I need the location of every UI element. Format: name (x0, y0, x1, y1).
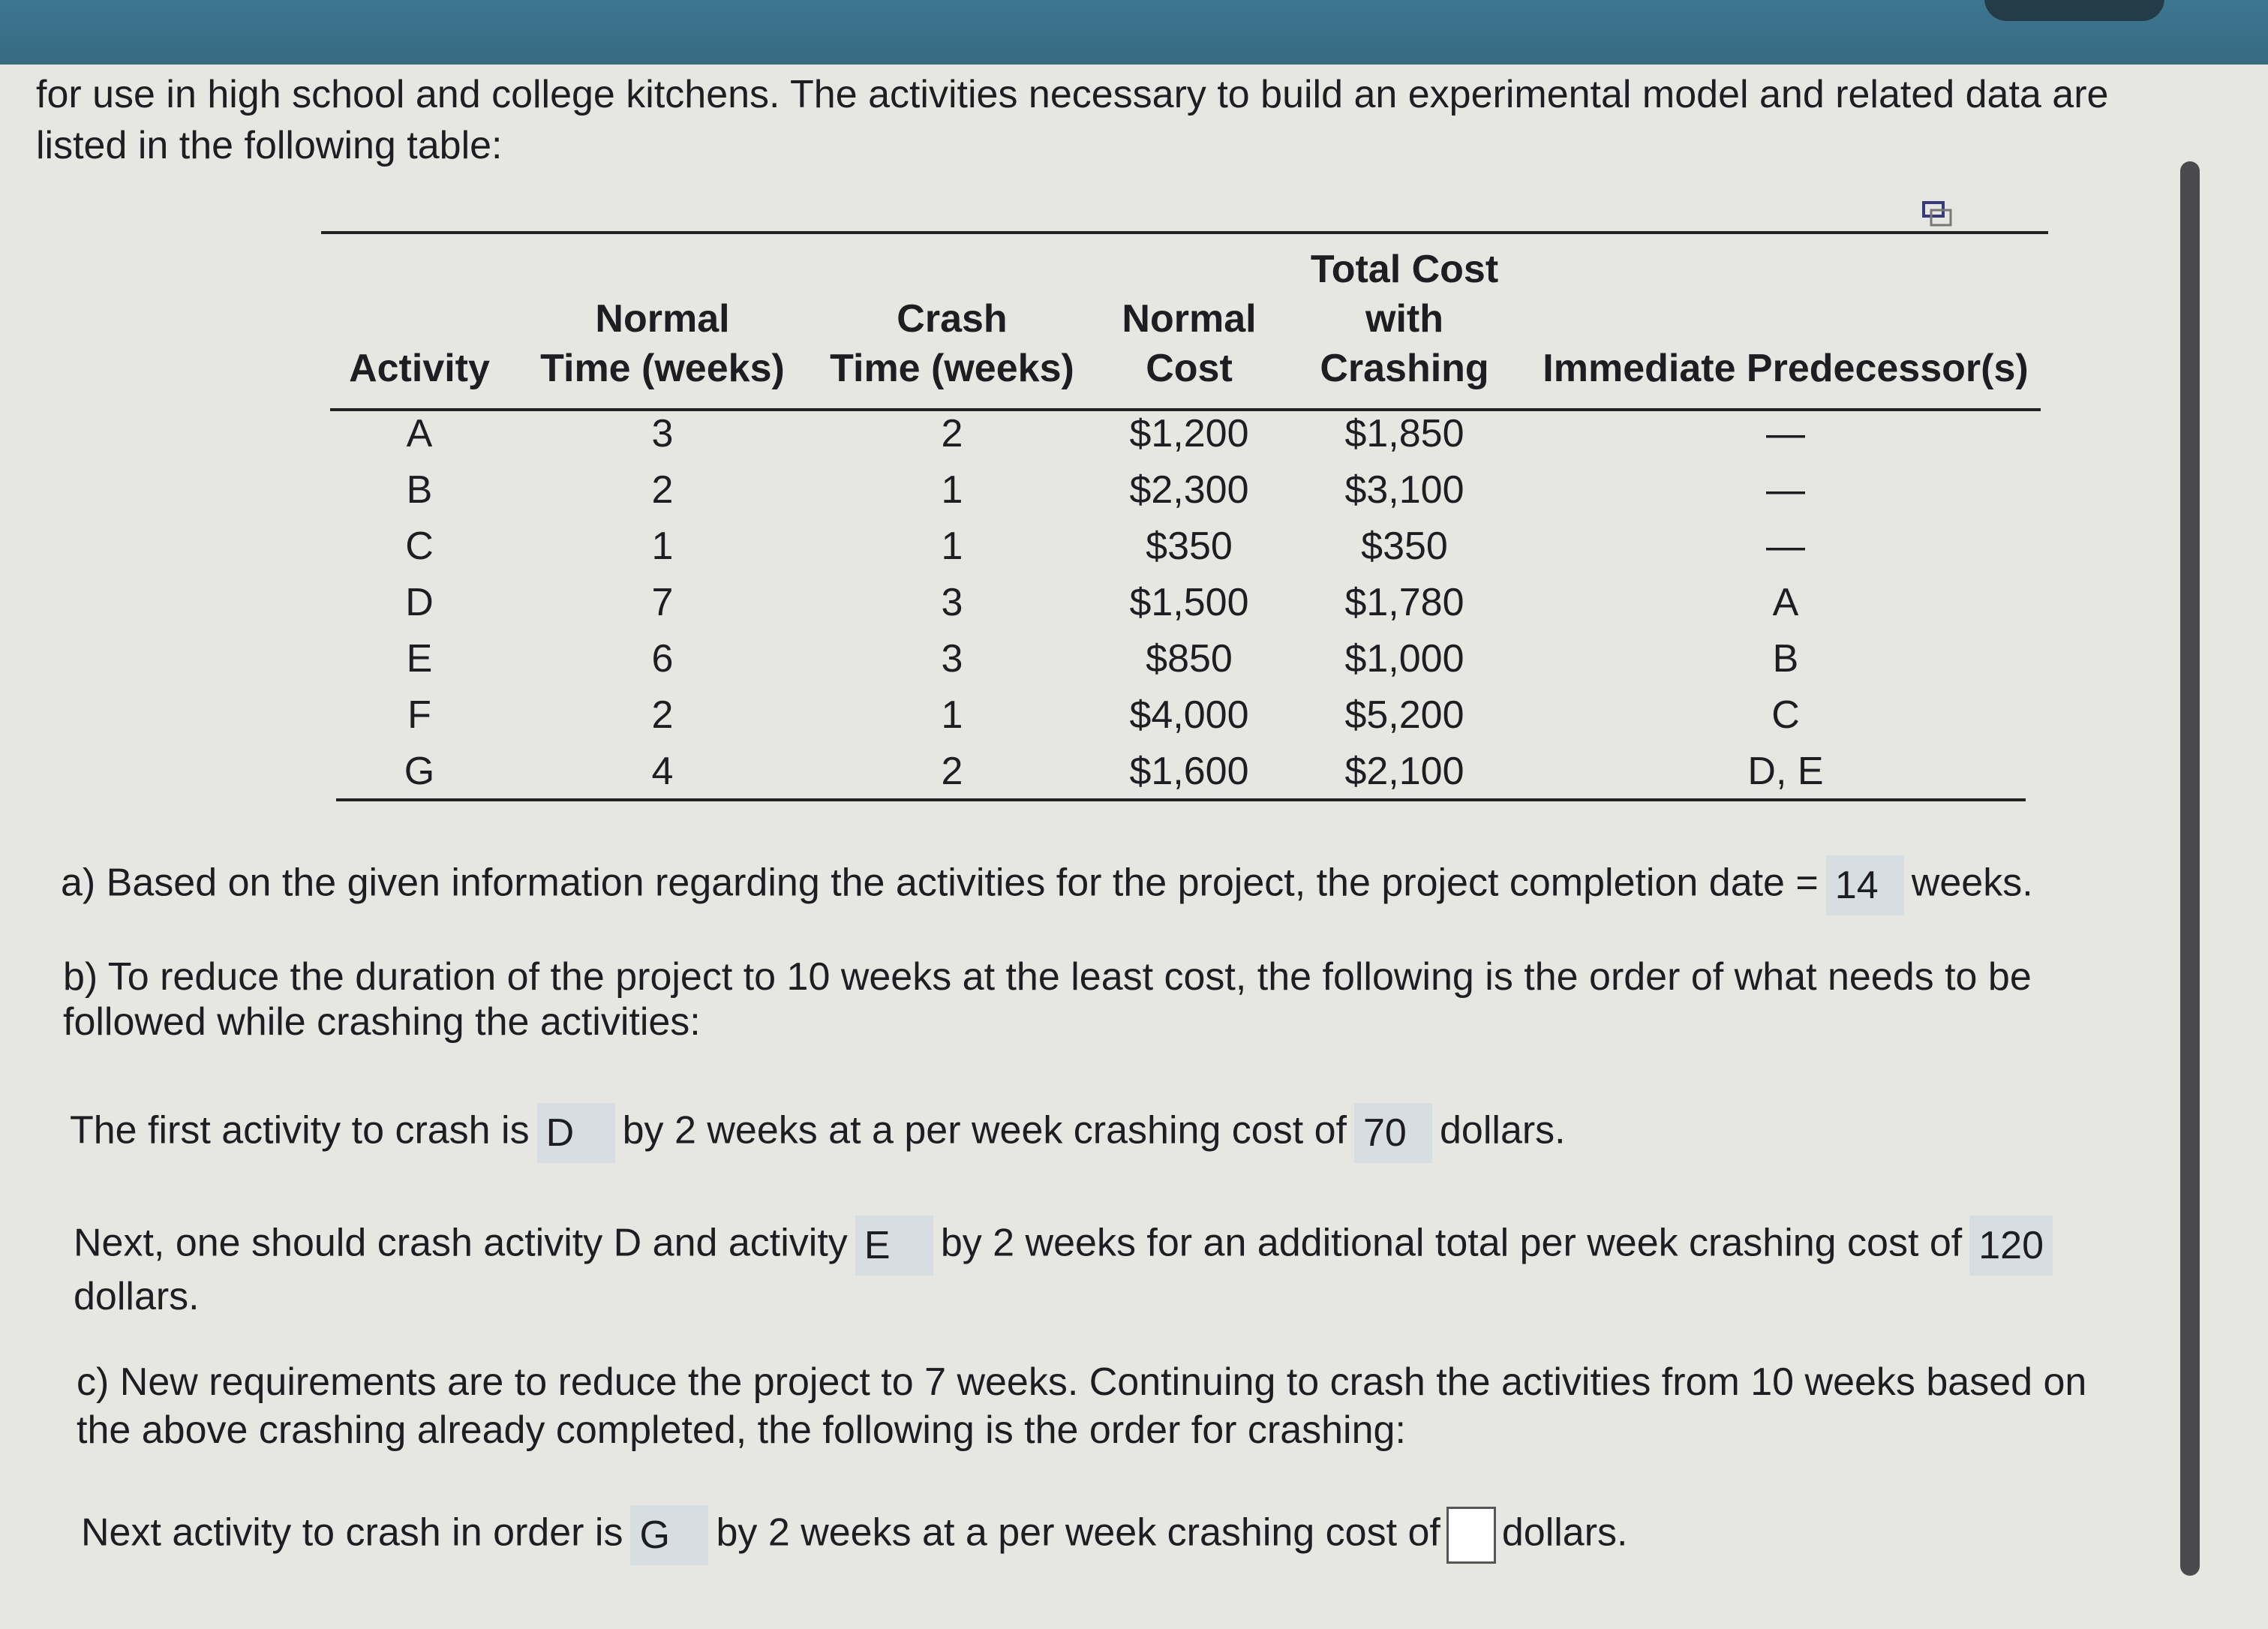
scrollbar[interactable] (2180, 161, 2200, 1576)
table-cell: A (406, 412, 433, 455)
intro-line-2: listed in the following table: (36, 124, 503, 167)
table-top-rule (321, 231, 2048, 234)
table-cell: 1 (651, 524, 674, 568)
answer-c-cost-input[interactable] (1446, 1507, 1496, 1564)
b-first-activity: The first activity to crash is D by 2 weeks at a per week crashing cost of 70 dollars. (70, 1103, 1566, 1163)
table-cell: — (1766, 468, 1805, 512)
table-cell: 2 (941, 750, 963, 793)
b-next-activity: Next, one should crash activity D and activity E by 2 weeks for an additional total per week crashing cost of 120 (74, 1216, 2060, 1276)
c-next-activity: Next activity to crash in order is G by 2 weeks at a per week crashing cost of dollars. (81, 1505, 1628, 1565)
table-cell: 2 (651, 468, 674, 512)
table-cell: 3 (941, 581, 963, 624)
table-cell: $2,100 (1344, 750, 1464, 793)
notch (1984, 0, 2164, 21)
table-cell: $1,780 (1344, 581, 1464, 624)
table-cell: B (406, 468, 433, 512)
column-header: Immediate Predecessor(s) (1543, 347, 2029, 390)
table-cell: A (1772, 581, 1799, 624)
table-cell: 7 (651, 581, 674, 624)
column-header: Time (weeks) (540, 347, 785, 390)
table-cell: $1,850 (1344, 412, 1464, 455)
column-header: Crashing (1320, 347, 1489, 390)
table-cell: 1 (941, 693, 963, 737)
column-header: Cost (1146, 347, 1233, 390)
answer-a-completion-date[interactable]: 14 (1826, 855, 1904, 915)
table-cell: C (405, 524, 434, 568)
table-cell: 2 (651, 693, 674, 737)
answer-c-activity[interactable]: G (630, 1505, 708, 1565)
column-header: Activity (349, 347, 490, 390)
copy-table-icon[interactable] (1922, 201, 1952, 228)
table-cell: D, E (1747, 750, 1824, 793)
table-cell: 6 (651, 637, 674, 681)
table-header-rule (330, 408, 2041, 411)
table-cell: B (1772, 637, 1799, 681)
table-cell: 1 (941, 524, 963, 568)
column-header: Normal (595, 297, 730, 341)
table-cell: C (1771, 693, 1800, 737)
table-cell: G (404, 750, 435, 793)
table-cell: $4,000 (1129, 693, 1249, 737)
question-b-line-1: b) To reduce the duration of the project to 10 weeks at the least cost, the following is the order of what needs to be (63, 955, 2032, 999)
table-cell: $350 (1361, 524, 1448, 568)
table-cell: 4 (651, 750, 674, 793)
table-cell: $1,200 (1129, 412, 1249, 455)
table-bottom-rule (336, 798, 2026, 801)
table-cell: 3 (651, 412, 674, 455)
column-header: Time (weeks) (830, 347, 1074, 390)
answer-b-next-activity[interactable]: E (855, 1216, 933, 1276)
intro-line-1: for use in high school and college kitchens. The activities necessary to build an experimental model and related data are (36, 73, 2109, 116)
column-header: Total Cost (1310, 248, 1499, 291)
column-header: Crash (897, 297, 1008, 341)
table-cell: D (405, 581, 434, 624)
column-header: Normal (1122, 297, 1257, 341)
table-cell: 2 (941, 412, 963, 455)
b-next-dollars: dollars. (74, 1275, 200, 1318)
answer-b-next-cost[interactable]: 120 (1969, 1216, 2053, 1276)
answer-b-first-cost[interactable]: 70 (1354, 1103, 1432, 1163)
table-cell: $1,600 (1129, 750, 1249, 793)
table-cell: $850 (1146, 637, 1233, 681)
answer-b-first-activity[interactable]: D (537, 1103, 615, 1163)
table-cell: E (406, 637, 433, 681)
question-c-line-2: the above crashing already completed, the following is the order for crashing: (77, 1408, 1406, 1452)
column-header: with (1365, 297, 1443, 341)
question-a: a) Based on the given information regarding the activities for the project, the project completion date = 14 weeks. (61, 855, 2033, 915)
question-c-line-1: c) New requirements are to reduce the project to 7 weeks. Continuing to crash the activities from 10 weeks based on (77, 1360, 2087, 1404)
table-cell: $3,100 (1344, 468, 1464, 512)
browser-top-bar (0, 0, 2268, 65)
table-cell: — (1766, 524, 1805, 568)
table-cell: $2,300 (1129, 468, 1249, 512)
table-cell: 3 (941, 637, 963, 681)
table-cell: F (407, 693, 431, 737)
table-cell: $1,000 (1344, 637, 1464, 681)
table-cell: $350 (1146, 524, 1233, 568)
table-cell: 1 (941, 468, 963, 512)
table-cell: $5,200 (1344, 693, 1464, 737)
table-cell: $1,500 (1129, 581, 1249, 624)
question-b-line-2: followed while crashing the activities: (63, 1000, 701, 1044)
table-cell: — (1766, 412, 1805, 455)
